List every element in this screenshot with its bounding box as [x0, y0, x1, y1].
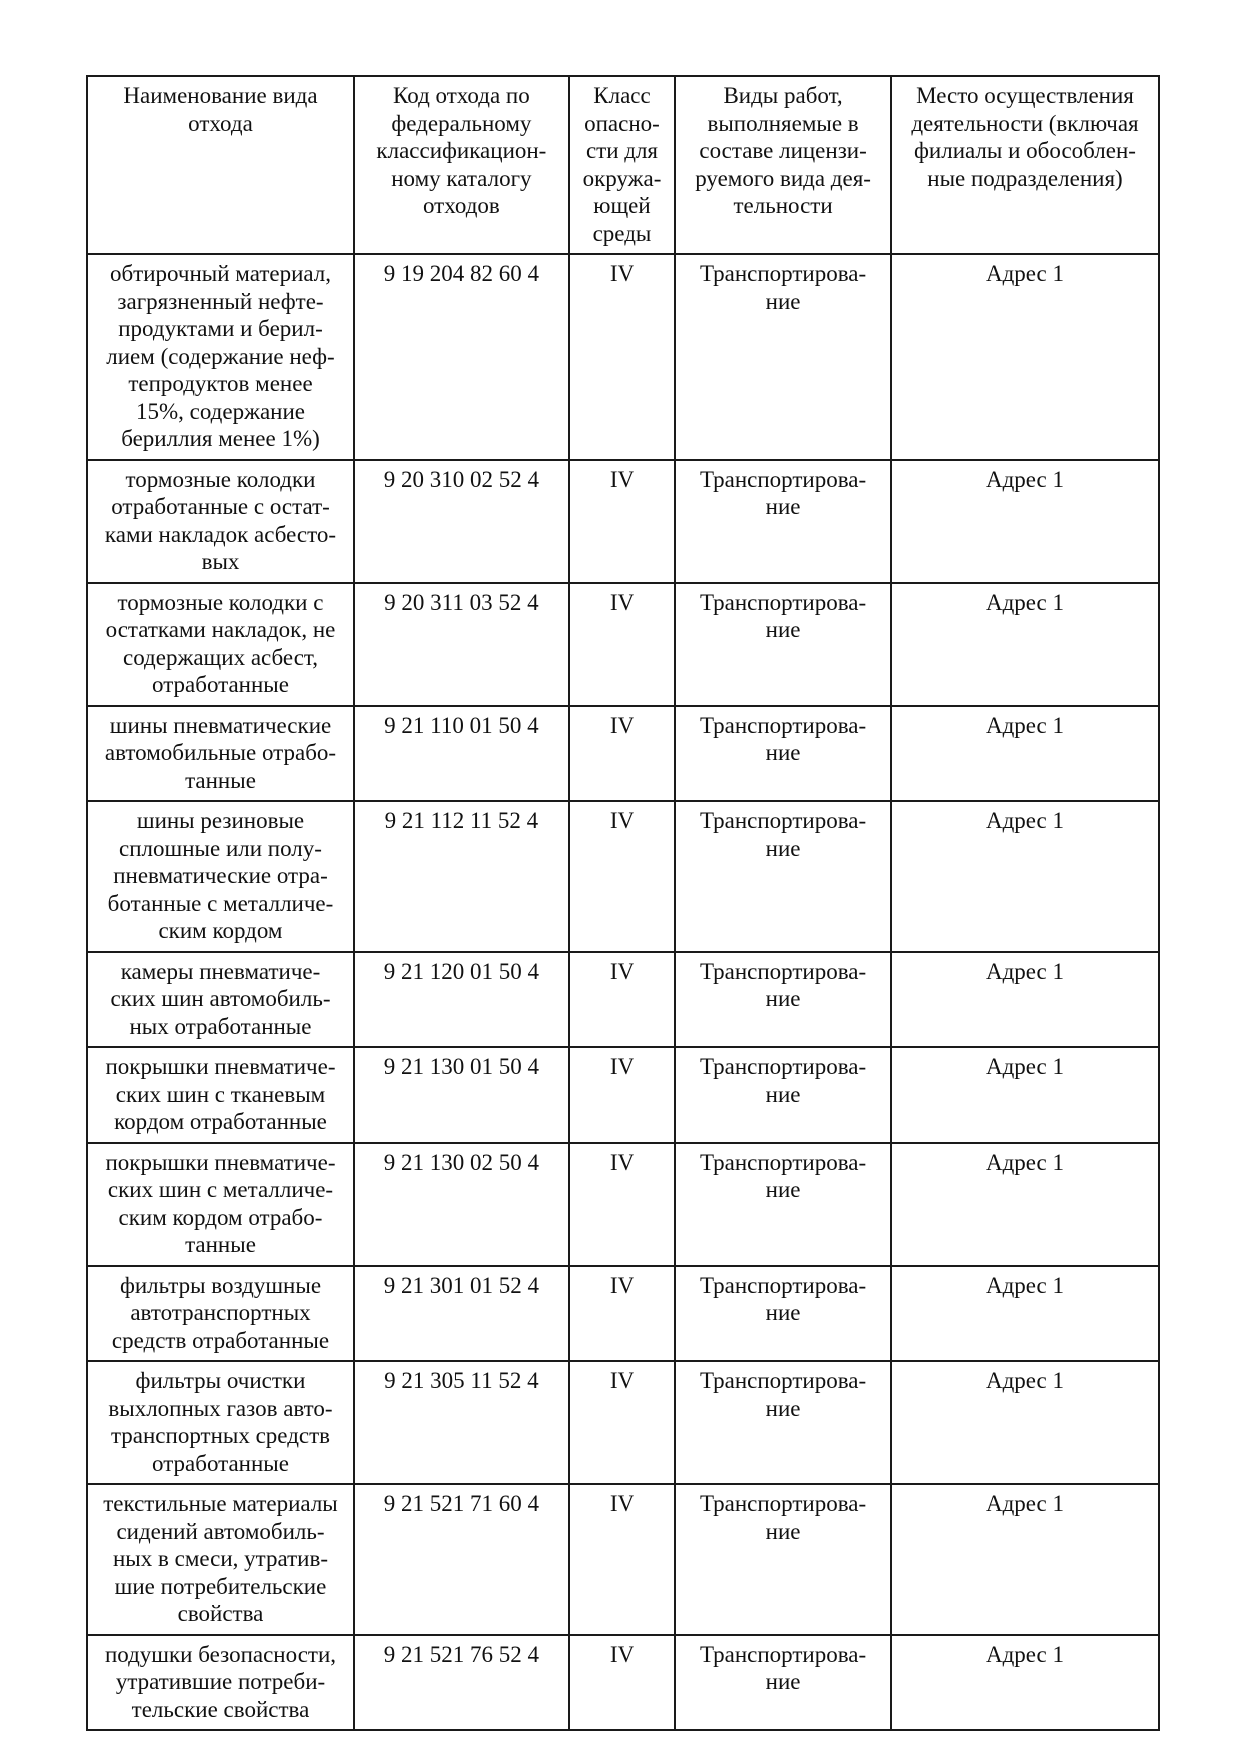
- hazard-class-cell: IV: [569, 254, 675, 460]
- work-type-cell: Транспортирова- ние: [675, 801, 891, 952]
- work-type-cell: Транспортирова- ние: [675, 583, 891, 706]
- place-cell: Адрес 1: [891, 460, 1159, 583]
- waste-code-cell: 9 20 311 03 52 4: [354, 583, 569, 706]
- place-cell: Адрес 1: [891, 952, 1159, 1048]
- waste-name-cell: тормозные колодки с остатками накладок, не содержащих асбест, отработанные: [87, 583, 354, 706]
- work-type-cell: Транспортирова- ние: [675, 1266, 891, 1362]
- table-row: [87, 1047, 1159, 1143]
- table-header-row: [87, 76, 1159, 254]
- hazard-class-cell: IV: [569, 1361, 675, 1484]
- work-type-cell: Транспортирова- ние: [675, 460, 891, 583]
- table-row: [87, 583, 1159, 706]
- hazard-class-cell: IV: [569, 583, 675, 706]
- place-cell: Адрес 1: [891, 254, 1159, 460]
- waste-code-cell: 9 21 521 71 60 4: [354, 1484, 569, 1635]
- place-cell: Адрес 1: [891, 1484, 1159, 1635]
- waste-code-cell: 9 19 204 82 60 4: [354, 254, 569, 460]
- header-activity-place: Место осуществления деятельности (включая филиалы и обособлен- ные подразделения): [891, 76, 1159, 254]
- work-type-cell: Транспортирова- ние: [675, 1361, 891, 1484]
- hazard-class-cell: IV: [569, 1484, 675, 1635]
- hazard-class-cell: IV: [569, 952, 675, 1048]
- table-row: [87, 460, 1159, 583]
- place-cell: Адрес 1: [891, 1047, 1159, 1143]
- waste-code-cell: 9 21 521 76 52 4: [354, 1635, 569, 1731]
- table-row: [87, 1484, 1159, 1635]
- waste-name-cell: тормозные колодки отработанные с остат- ками накладок асбесто- вых: [87, 460, 354, 583]
- waste-code-cell: 9 21 120 01 50 4: [354, 952, 569, 1048]
- waste-code-cell: 9 21 110 01 50 4: [354, 706, 569, 802]
- hazard-class-cell: IV: [569, 1143, 675, 1266]
- waste-name-cell: покрышки пневматиче- ских шин с металличе- ским кордом отрабо- танные: [87, 1143, 354, 1266]
- table-row: [87, 1143, 1159, 1266]
- waste-code-cell: 9 20 310 02 52 4: [354, 460, 569, 583]
- table-row: [87, 1361, 1159, 1484]
- hazard-class-cell: IV: [569, 1266, 675, 1362]
- place-cell: Адрес 1: [891, 583, 1159, 706]
- header-hazard-class: Класс опасно- сти для окружа- ющей среды: [569, 76, 675, 254]
- waste-name-cell: шины резиновые сплошные или полу- пневматические отра- ботанные с металличе- ским кордом: [87, 801, 354, 952]
- waste-code-cell: 9 21 112 11 52 4: [354, 801, 569, 952]
- hazard-class-cell: IV: [569, 460, 675, 583]
- hazard-class-cell: IV: [569, 706, 675, 802]
- waste-code-cell: 9 21 301 01 52 4: [354, 1266, 569, 1362]
- document-page: [86, 75, 1160, 1731]
- table-row: [87, 1635, 1159, 1731]
- hazard-class-cell: IV: [569, 1047, 675, 1143]
- waste-name-cell: шины пневматические автомобильные отрабо- танные: [87, 706, 354, 802]
- waste-name-cell: фильтры воздушные автотранспортных средств отработанные: [87, 1266, 354, 1362]
- table-row: [87, 801, 1159, 952]
- work-type-cell: Транспортирова- ние: [675, 254, 891, 460]
- work-type-cell: Транспортирова- ние: [675, 706, 891, 802]
- work-type-cell: Транспортирова- ние: [675, 1143, 891, 1266]
- work-type-cell: Транспортирова- ние: [675, 1047, 891, 1143]
- header-waste-code: Код отхода по федеральному классификацион- ному каталогу отходов: [354, 76, 569, 254]
- place-cell: Адрес 1: [891, 1143, 1159, 1266]
- hazard-class-cell: IV: [569, 801, 675, 952]
- hazard-class-cell: IV: [569, 1635, 675, 1731]
- place-cell: Адрес 1: [891, 801, 1159, 952]
- waste-name-cell: обтирочный материал, загрязненный нефте- продуктами и берил- лием (содержание неф- тепродуктов менее 15%, содержание бериллия менее 1%): [87, 254, 354, 460]
- work-type-cell: Транспортирова- ние: [675, 1635, 891, 1731]
- waste-code-cell: 9 21 305 11 52 4: [354, 1361, 569, 1484]
- place-cell: Адрес 1: [891, 1635, 1159, 1731]
- table-row: [87, 1266, 1159, 1362]
- work-type-cell: Транспортирова- ние: [675, 952, 891, 1048]
- waste-code-cell: 9 21 130 02 50 4: [354, 1143, 569, 1266]
- waste-name-cell: фильтры очистки выхлопных газов авто- транспортных средств отработанные: [87, 1361, 354, 1484]
- place-cell: Адрес 1: [891, 1361, 1159, 1484]
- place-cell: Адрес 1: [891, 1266, 1159, 1362]
- table-row: [87, 952, 1159, 1048]
- header-work-type: Виды работ, выполняемые в составе лицензи- руемого вида дея- тельности: [675, 76, 891, 254]
- waste-name-cell: камеры пневматиче- ских шин автомобиль- ных отработанные: [87, 952, 354, 1048]
- waste-code-cell: 9 21 130 01 50 4: [354, 1047, 569, 1143]
- table-row: [87, 706, 1159, 802]
- waste-licensing-table: [86, 75, 1160, 1731]
- table-row: [87, 254, 1159, 460]
- waste-name-cell: покрышки пневматиче- ских шин с тканевым кордом отработанные: [87, 1047, 354, 1143]
- waste-name-cell: подушки безопасности, утратившие потреби- тельские свойства: [87, 1635, 354, 1731]
- header-waste-name: Наименование вида отхода: [87, 76, 354, 254]
- place-cell: Адрес 1: [891, 706, 1159, 802]
- waste-name-cell: текстильные материалы сидений автомобиль- ных в смеси, утратив- шие потребительские свойства: [87, 1484, 354, 1635]
- work-type-cell: Транспортирова- ние: [675, 1484, 891, 1635]
